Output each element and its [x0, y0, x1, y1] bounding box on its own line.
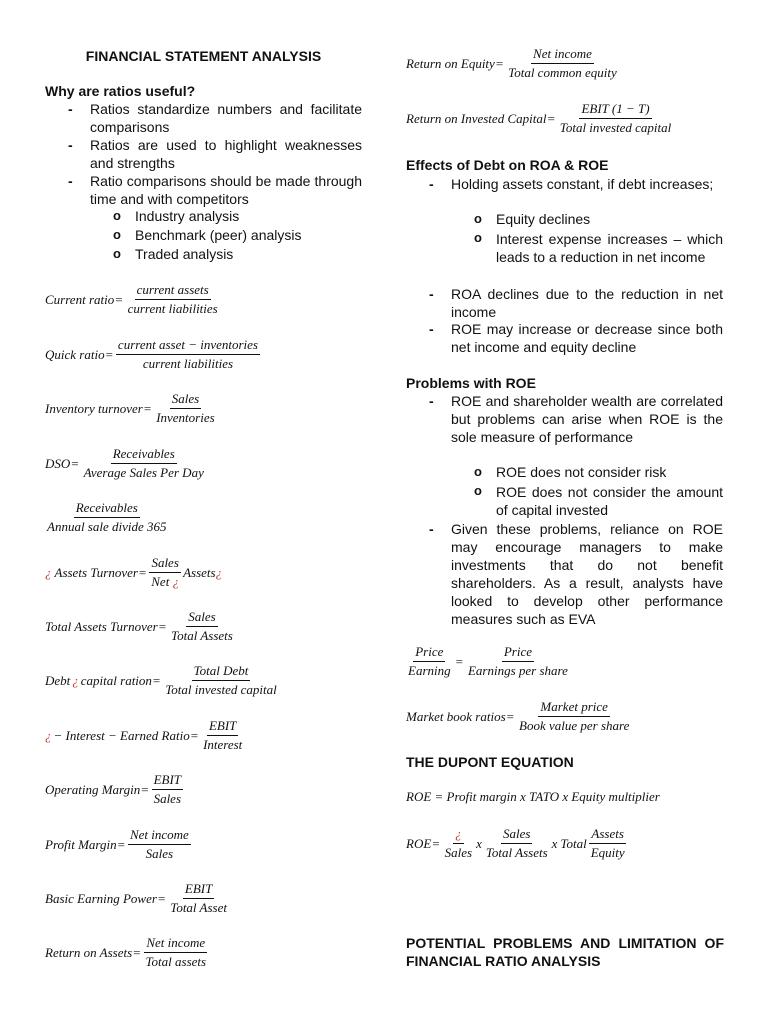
- formula-basic-earning-power: Basic Earning Power = $\frac{\text{EBIT}}{\text{Total Asset}}$: [45, 881, 227, 915]
- formula-return-on-equity: Return on Equity = $\frac{\text{Net income}}{\text{Total common equity}}$: [406, 46, 617, 80]
- dash-bullet-icon: -: [68, 101, 73, 117]
- why-sub-2: o Benchmark (peer) analysis: [113, 227, 302, 243]
- roe-problem-bullet-1: - ROE and shareholder wealth are correlated but problems can arise when ROE is the sole measure of performance: [429, 393, 723, 445]
- dash-bullet-icon: -: [429, 521, 434, 537]
- formula-times-interest-earned: ¿ − Interest − Earned Ratio = $\frac{\text{EBIT}}{\text{Interest}}$: [45, 718, 243, 752]
- debt-bullet-1: - Holding assets constant, if debt increases;: [429, 176, 714, 192]
- circle-bullet-icon: o: [474, 483, 482, 498]
- formula-operating-margin: Operating Margin = $\frac{\text{EBIT}}{\text{Sales}}$: [45, 772, 182, 806]
- debt-effects-heading: Effects of Debt on ROA & ROE: [406, 157, 609, 173]
- dupont-equation-line: ROE = Profit margin x TATO x Equity multiplier: [406, 789, 660, 804]
- debt-bullet-3: - ROE may increase or decrease since both net income and equity decline: [429, 321, 723, 355]
- roe-problem-bullet-2: - Given these problems, reliance on ROE may encourage managers to make investments that do not benefit shareholders. As a result, analysts have looked to develop other performance measures such as EVA: [429, 521, 723, 627]
- formula-quick-ratio: Quick ratio = $\frac{\text{current asset − inventories}}{\text{current liabilities}}$: [45, 337, 258, 371]
- dupont-heading: THE DUPONT EQUATION: [406, 754, 574, 770]
- formula-price-earnings: $\frac{\text{Price}}{\text{Earning}}$ = $\frac{\text{Price}}{\text{Earnings per share}}$: [408, 644, 568, 678]
- roe-problems-heading: Problems with ROE: [406, 375, 536, 391]
- dash-bullet-icon: -: [68, 137, 73, 153]
- formula-current-ratio: Current ratio = $\frac{\text{current assets}}{\text{current liabilities}}$: [45, 282, 218, 316]
- why-sub-1: o Industry analysis: [113, 208, 240, 224]
- formula-return-on-assets: Return on Assets = $\frac{\text{Net income}}{\text{Total assets}}$: [45, 935, 207, 969]
- formula-dso: DSO = $\frac{\text{Receivables}}{\text{Average Sales Per Day}}$: [45, 446, 204, 480]
- circle-bullet-icon: o: [474, 464, 482, 479]
- roe-problem-sub-1: o ROE does not consider risk: [474, 464, 667, 480]
- dash-bullet-icon: -: [429, 286, 434, 302]
- formula-fixed-assets-turnover: ¿ Assets Turnover = $\frac{\text{Sales}}{\text{Net ¿}}$ Assets ¿: [45, 555, 223, 589]
- circle-bullet-icon: o: [474, 211, 482, 226]
- circle-bullet-icon: o: [113, 227, 121, 242]
- limitations-heading: POTENTIAL PROBLEMS AND LIMITATION OF FINANCIAL RATIO ANALYSIS: [406, 935, 724, 969]
- roe-problem-sub-2: o ROE does not consider the amount of capital invested: [474, 483, 723, 518]
- dash-bullet-icon: -: [429, 393, 434, 409]
- dash-bullet-icon: -: [429, 176, 434, 192]
- formula-market-book: Market book ratios = $\frac{\text{Market price}}{\text{Book value per share}}$: [406, 699, 630, 733]
- formula-receivables-alt: $\frac{\text{Receivables}}{\text{Annual sale divide 365}}$: [47, 500, 167, 534]
- formula-inventory-turnover: Inventory turnover = $\frac{\text{Sales}}{\text{Inventories}}$: [45, 391, 215, 425]
- why-sub-3: o Traded analysis: [113, 246, 234, 262]
- formula-total-assets-turnover: Total Assets Turnover = $\frac{\text{Sales}}{\text{Total Assets}}$: [45, 609, 233, 643]
- circle-bullet-icon: o: [113, 246, 121, 261]
- circle-bullet-icon: o: [474, 230, 482, 245]
- page-title: FINANCIAL STATEMENT ANALYSIS: [85, 48, 322, 64]
- formula-profit-margin: Profit Margin = $\frac{\text{Net income}}{\text{Sales}}$: [45, 827, 189, 861]
- dupont-expanded-formula: ROE = $\frac{¿}{\text{Sales}}$ x $\frac{\text{Sales}}{\text{Total Assets}}$ x Total $\frac{\text{Assets}}{\text{Equity}}$: [406, 826, 625, 860]
- formula-debt-ratio: Debt ¿ capital ration = $\frac{\text{Total Debt}}{\text{Total invested capital}}$: [45, 663, 277, 697]
- circle-bullet-icon: o: [113, 208, 121, 223]
- dash-bullet-icon: -: [68, 173, 73, 189]
- debt-bullet-2: - ROA declines due to the reduction in net income: [429, 286, 723, 320]
- why-bullet-1: - Ratios standardize numbers and facilitate comparisons: [68, 101, 362, 135]
- why-heading: Why are ratios useful?: [45, 83, 196, 99]
- why-bullet-3: - Ratio comparisons should be made through time and with competitors: [68, 173, 362, 207]
- formula-roic: Return on Invested Capital = $\frac{\text{EBIT (1 − T)}}{\text{Total invested capital}}$: [406, 101, 672, 135]
- why-bullet-2: - Ratios are used to highlight weaknesses and strengths: [68, 137, 362, 171]
- debt-sub-2: o Interest expense increases – which leads to a reduction in net income: [474, 230, 723, 265]
- dash-bullet-icon: -: [429, 321, 434, 337]
- debt-sub-1: o Equity declines: [474, 211, 591, 227]
